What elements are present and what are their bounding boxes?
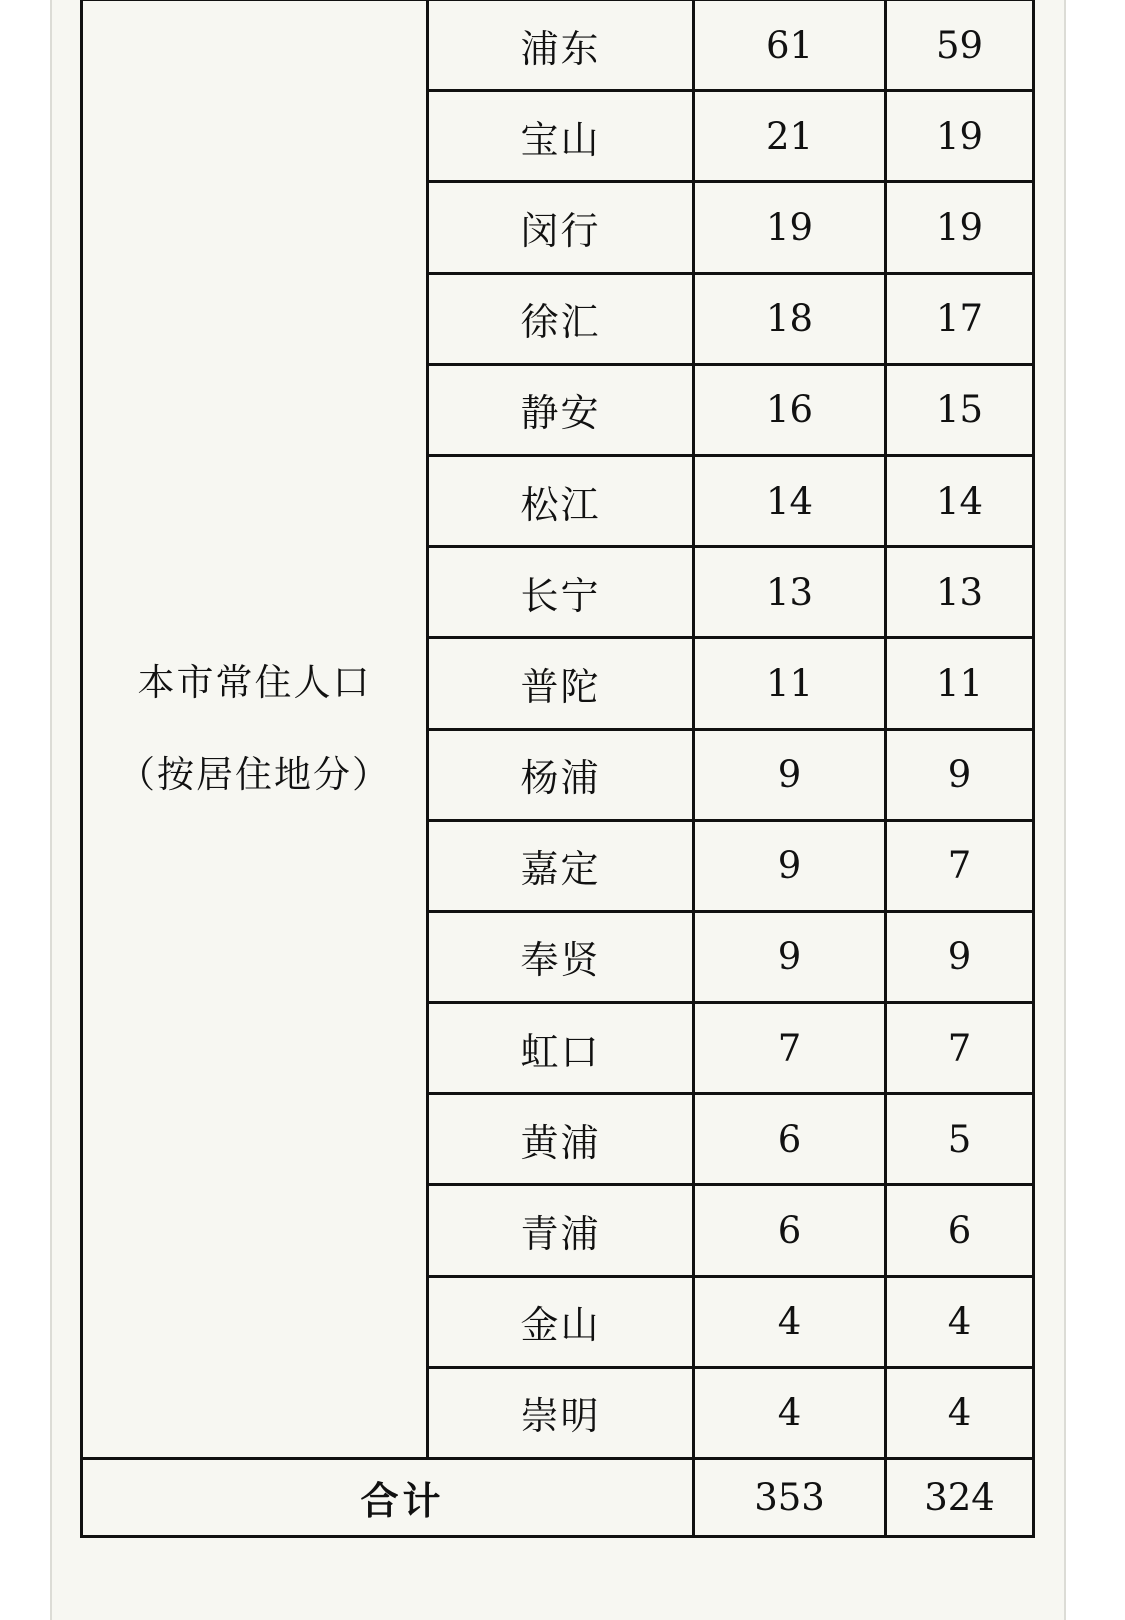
- value-a-cell: 16: [692, 363, 884, 454]
- group-label-line2: （按居住地分）: [118, 753, 391, 796]
- district-name-cell: 崇明: [426, 1366, 692, 1457]
- value-b-cell: 6: [884, 1183, 1032, 1274]
- value-a-cell: 4: [692, 1275, 884, 1366]
- district-name-cell: 杨浦: [426, 728, 692, 819]
- group-label-line1: 本市常住人口: [137, 661, 372, 704]
- district-name-cell: 奉贤: [426, 910, 692, 1001]
- district-name-cell: 静安: [426, 363, 692, 454]
- district-name-cell: 黄浦: [426, 1092, 692, 1183]
- value-b-cell: 7: [884, 819, 1032, 910]
- value-b-cell: 13: [884, 545, 1032, 636]
- district-name-cell: 长宁: [426, 545, 692, 636]
- value-a-cell: 6: [692, 1092, 884, 1183]
- value-b-cell: 19: [884, 180, 1032, 271]
- value-a-cell: 21: [692, 89, 884, 180]
- value-a-cell: 7: [692, 1001, 884, 1092]
- value-a-cell: 6: [692, 1183, 884, 1274]
- total-label-cell: 合计: [80, 1457, 692, 1535]
- value-a-cell: 13: [692, 545, 884, 636]
- value-b-cell: 4: [884, 1366, 1032, 1457]
- district-name-cell: 松江: [426, 454, 692, 545]
- district-name-cell: 徐汇: [426, 272, 692, 363]
- value-a-cell: 9: [692, 910, 884, 1001]
- value-b-cell: 9: [884, 910, 1032, 1001]
- value-a-cell: 19: [692, 180, 884, 271]
- total-a-cell: 353: [692, 1457, 884, 1535]
- district-name-cell: 嘉定: [426, 819, 692, 910]
- district-name-cell: 闵行: [426, 180, 692, 271]
- value-b-cell: 9: [884, 728, 1032, 819]
- value-b-cell: 17: [884, 272, 1032, 363]
- value-a-cell: 4: [692, 1366, 884, 1457]
- district-name-cell: 普陀: [426, 636, 692, 727]
- value-b-cell: 59: [884, 0, 1032, 89]
- total-b-cell: 324: [884, 1457, 1032, 1535]
- value-a-cell: 11: [692, 636, 884, 727]
- value-b-cell: 5: [884, 1092, 1032, 1183]
- value-a-cell: 18: [692, 272, 884, 363]
- value-a-cell: 61: [692, 0, 884, 89]
- district-name-cell: 虹口: [426, 1001, 692, 1092]
- value-b-cell: 11: [884, 636, 1032, 727]
- value-b-cell: 14: [884, 454, 1032, 545]
- value-b-cell: 4: [884, 1275, 1032, 1366]
- value-b-cell: 19: [884, 89, 1032, 180]
- district-name-cell: 金山: [426, 1275, 692, 1366]
- district-name-cell: 浦东: [426, 0, 692, 89]
- group-label-cell: [80, 0, 426, 1457]
- value-b-cell: 7: [884, 1001, 1032, 1092]
- value-a-cell: 9: [692, 728, 884, 819]
- district-name-cell: 青浦: [426, 1183, 692, 1274]
- value-a-cell: 9: [692, 819, 884, 910]
- district-name-cell: 宝山: [426, 89, 692, 180]
- district-table: [80, 0, 1035, 1538]
- value-a-cell: 14: [692, 454, 884, 545]
- value-b-cell: 15: [884, 363, 1032, 454]
